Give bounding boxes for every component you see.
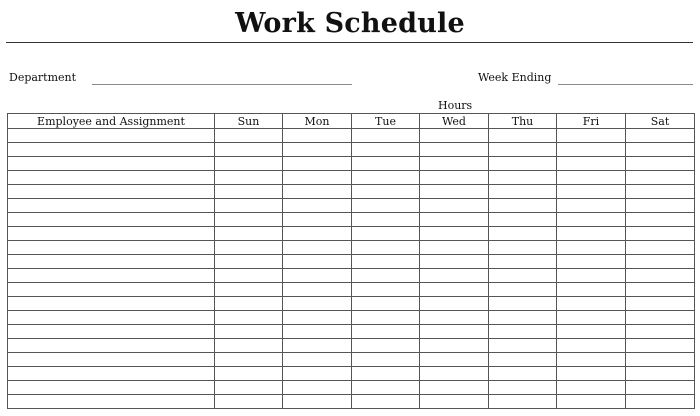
table-row [8,269,695,283]
table-row [8,199,695,213]
hours-cell-sat[interactable] [626,255,695,269]
hours-cell-sat[interactable] [626,325,695,339]
hours-cell-mon[interactable] [283,395,352,409]
hours-cell-mon[interactable] [283,353,352,367]
hours-cell-sat[interactable] [626,353,695,367]
hours-cell-sat[interactable] [626,185,695,199]
hours-cell-mon[interactable] [283,367,352,381]
hours-cell-sun[interactable] [215,185,283,199]
hours-cell-tue[interactable] [352,185,420,199]
hours-cell-thu[interactable] [489,353,557,367]
department-field[interactable] [92,84,352,85]
hours-cell-mon[interactable] [283,143,352,157]
hours-cell-wed[interactable] [420,171,489,185]
hours-cell-tue[interactable] [352,241,420,255]
hours-cell-fri[interactable] [557,353,626,367]
hours-cell-fri[interactable] [557,199,626,213]
hours-cell-mon[interactable] [283,227,352,241]
hours-cell-mon[interactable] [283,339,352,353]
hours-cell-fri[interactable] [557,395,626,409]
hours-cell-thu[interactable] [489,227,557,241]
hours-cell-sat[interactable] [626,367,695,381]
hours-cell-sun[interactable] [215,171,283,185]
hours-label: Hours [438,99,473,112]
hours-cell-tue[interactable] [352,213,420,227]
department-label: Department [9,71,77,84]
page-title: Work Schedule [235,8,465,39]
employee-assignment-cell[interactable] [8,143,215,157]
hours-cell-sun[interactable] [215,227,283,241]
table-row [8,367,695,381]
hours-cell-wed[interactable] [420,339,489,353]
hours-cell-sun[interactable] [215,199,283,213]
hours-cell-sun[interactable] [215,297,283,311]
hours-cell-fri[interactable] [557,171,626,185]
table-row [8,297,695,311]
hours-cell-tue[interactable] [352,199,420,213]
hours-cell-sun[interactable] [215,283,283,297]
hours-cell-thu[interactable] [489,199,557,213]
hours-cell-mon[interactable] [283,269,352,283]
employee-assignment-cell[interactable] [8,339,215,353]
hours-cell-fri[interactable] [557,297,626,311]
hours-cell-sat[interactable] [626,227,695,241]
schedule-body [8,129,695,409]
table-row [8,143,695,157]
hours-cell-tue[interactable] [352,269,420,283]
table-row [8,213,695,227]
hours-cell-sun[interactable] [215,255,283,269]
table-row [8,241,695,255]
hours-cell-thu[interactable] [489,241,557,255]
hours-cell-tue[interactable] [352,367,420,381]
hours-cell-tue[interactable] [352,171,420,185]
hours-cell-thu[interactable] [489,255,557,269]
header-row [8,114,695,129]
employee-assignment-cell[interactable] [8,353,215,367]
day-header-thu: Thu [489,114,557,129]
hours-cell-wed[interactable] [420,395,489,409]
hours-cell-tue[interactable] [352,227,420,241]
week-ending-label: Week Ending [478,71,552,84]
hours-cell-wed[interactable] [420,311,489,325]
hours-cell-thu[interactable] [489,367,557,381]
hours-cell-fri[interactable] [557,255,626,269]
hours-cell-mon[interactable] [283,297,352,311]
hours-cell-sun[interactable] [215,395,283,409]
hours-cell-thu[interactable] [489,283,557,297]
table-row [8,129,695,143]
hours-cell-mon[interactable] [283,325,352,339]
hours-cell-tue[interactable] [352,283,420,297]
hours-cell-fri[interactable] [557,157,626,171]
hours-cell-tue[interactable] [352,339,420,353]
hours-cell-thu[interactable] [489,185,557,199]
employee-assignment-cell[interactable] [8,227,215,241]
hours-cell-tue[interactable] [352,325,420,339]
hours-cell-sat[interactable] [626,199,695,213]
hours-cell-thu[interactable] [489,297,557,311]
table-row [8,157,695,171]
hours-cell-sat[interactable] [626,157,695,171]
hours-cell-thu[interactable] [489,171,557,185]
hours-cell-wed[interactable] [420,213,489,227]
hours-cell-tue[interactable] [352,381,420,395]
hours-cell-fri[interactable] [557,367,626,381]
hours-cell-wed[interactable] [420,367,489,381]
table-row [8,381,695,395]
hours-cell-sat[interactable] [626,339,695,353]
hours-cell-thu[interactable] [489,325,557,339]
hours-cell-fri[interactable] [557,269,626,283]
hours-cell-sun[interactable] [215,269,283,283]
day-header-fri: Fri [557,114,626,129]
hours-cell-fri[interactable] [557,227,626,241]
hours-cell-sun[interactable] [215,325,283,339]
hours-cell-thu[interactable] [489,157,557,171]
hours-cell-mon[interactable] [283,171,352,185]
hours-cell-sun[interactable] [215,213,283,227]
hours-cell-sat[interactable] [626,143,695,157]
hours-cell-fri[interactable] [557,381,626,395]
hours-cell-sat[interactable] [626,213,695,227]
hours-cell-wed[interactable] [420,325,489,339]
hours-cell-sat[interactable] [626,395,695,409]
hours-cell-mon[interactable] [283,255,352,269]
table-row [8,227,695,241]
hours-cell-sat[interactable] [626,297,695,311]
hours-cell-mon[interactable] [283,157,352,171]
hours-cell-fri[interactable] [557,311,626,325]
table-row [8,171,695,185]
hours-cell-thu[interactable] [489,129,557,143]
hours-cell-thu[interactable] [489,269,557,283]
employee-assignment-cell[interactable] [8,311,215,325]
employee-assignment-cell[interactable] [8,381,215,395]
hours-cell-sat[interactable] [626,129,695,143]
hours-cell-wed[interactable] [420,269,489,283]
hours-cell-sat[interactable] [626,381,695,395]
table-row [8,353,695,367]
hours-cell-wed[interactable] [420,241,489,255]
employee-assignment-cell[interactable] [8,241,215,255]
hours-cell-mon[interactable] [283,213,352,227]
hours-cell-tue[interactable] [352,255,420,269]
hours-cell-sat[interactable] [626,269,695,283]
hours-cell-wed[interactable] [420,255,489,269]
hours-cell-tue[interactable] [352,297,420,311]
hours-cell-wed[interactable] [420,129,489,143]
hours-cell-thu[interactable] [489,339,557,353]
hours-cell-wed[interactable] [420,381,489,395]
hours-cell-fri[interactable] [557,325,626,339]
employee-assignment-cell[interactable] [8,395,215,409]
hours-cell-sat[interactable] [626,311,695,325]
hours-cell-mon[interactable] [283,283,352,297]
hours-cell-tue[interactable] [352,311,420,325]
hours-cell-sun[interactable] [215,353,283,367]
hours-cell-thu[interactable] [489,395,557,409]
day-header-sat: Sat [626,114,695,129]
hours-cell-wed[interactable] [420,199,489,213]
table-row [8,325,695,339]
table-row [8,311,695,325]
employee-assignment-cell[interactable] [8,297,215,311]
hours-cell-sun[interactable] [215,241,283,255]
hours-cell-wed[interactable] [420,143,489,157]
hours-cell-wed[interactable] [420,353,489,367]
hours-cell-fri[interactable] [557,143,626,157]
hours-cell-thu[interactable] [489,143,557,157]
hours-cell-fri[interactable] [557,339,626,353]
employee-assignment-cell[interactable] [8,255,215,269]
day-header-mon: Mon [283,114,352,129]
hours-cell-mon[interactable] [283,241,352,255]
hours-cell-sun[interactable] [215,143,283,157]
hours-cell-sun[interactable] [215,311,283,325]
employee-assignment-cell[interactable] [8,269,215,283]
day-header-sun: Sun [215,114,283,129]
hours-cell-thu[interactable] [489,213,557,227]
hours-cell-sat[interactable] [626,283,695,297]
hours-cell-wed[interactable] [420,297,489,311]
title-divider [6,42,693,43]
week-ending-field[interactable] [558,84,693,85]
hours-cell-tue[interactable] [352,157,420,171]
hours-cell-wed[interactable] [420,227,489,241]
hours-cell-fri[interactable] [557,283,626,297]
hours-cell-thu[interactable] [489,381,557,395]
table-row [8,339,695,353]
table-row [8,395,695,409]
hours-cell-sun[interactable] [215,339,283,353]
hours-cell-mon[interactable] [283,311,352,325]
hours-cell-fri[interactable] [557,213,626,227]
table-row [8,283,695,297]
table-row [8,185,695,199]
hours-cell-mon[interactable] [283,381,352,395]
hours-cell-tue[interactable] [352,395,420,409]
employee-assignment-cell[interactable] [8,129,215,143]
table-row [8,255,695,269]
hours-cell-wed[interactable] [420,283,489,297]
hours-cell-mon[interactable] [283,129,352,143]
hours-cell-mon[interactable] [283,199,352,213]
employee-assignment-cell[interactable] [8,283,215,297]
hours-cell-wed[interactable] [420,185,489,199]
employee-assignment-header: Employee and Assignment [8,114,215,129]
hours-cell-sun[interactable] [215,129,283,143]
employee-assignment-cell[interactable] [8,199,215,213]
hours-cell-sun[interactable] [215,381,283,395]
employee-assignment-cell[interactable] [8,157,215,171]
employee-assignment-cell[interactable] [8,213,215,227]
hours-cell-tue[interactable] [352,353,420,367]
employee-assignment-cell[interactable] [8,325,215,339]
schedule-table [7,113,695,409]
hours-cell-thu[interactable] [489,311,557,325]
employee-assignment-cell[interactable] [8,171,215,185]
employee-assignment-cell[interactable] [8,367,215,381]
employee-assignment-cell[interactable] [8,185,215,199]
hours-cell-sun[interactable] [215,157,283,171]
hours-cell-wed[interactable] [420,157,489,171]
hours-cell-mon[interactable] [283,185,352,199]
hours-cell-fri[interactable] [557,129,626,143]
hours-cell-sat[interactable] [626,171,695,185]
hours-cell-sat[interactable] [626,241,695,255]
hours-cell-tue[interactable] [352,143,420,157]
hours-cell-tue[interactable] [352,129,420,143]
day-header-wed: Wed [420,114,489,129]
day-header-tue: Tue [352,114,420,129]
hours-cell-sun[interactable] [215,367,283,381]
hours-cell-fri[interactable] [557,185,626,199]
hours-cell-fri[interactable] [557,241,626,255]
